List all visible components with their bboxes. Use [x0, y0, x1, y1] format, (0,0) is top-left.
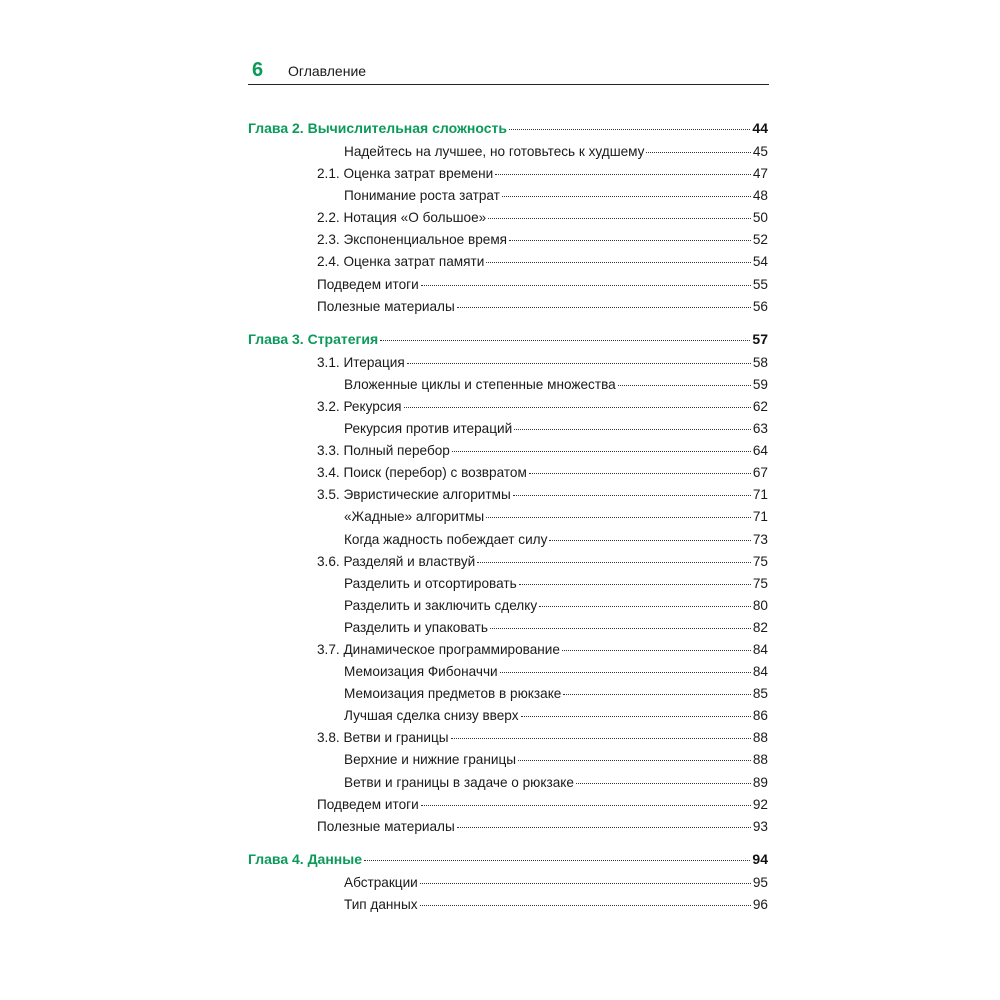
- toc-entry-page: 85: [752, 686, 768, 702]
- toc-entry: [248, 207, 768, 229]
- dot-leader: [488, 218, 751, 219]
- toc-entry: [248, 872, 768, 894]
- toc-entry-title: Разделить и упаковать: [344, 619, 488, 635]
- dot-leader: [486, 262, 751, 263]
- table-of-contents: [248, 115, 768, 916]
- toc-entry-page: 84: [752, 641, 768, 657]
- toc-entry-page: 67: [752, 465, 768, 481]
- toc-entry-page: 96: [752, 896, 768, 912]
- toc-entry-title: 3.6. Разделяй и властвуй: [317, 553, 476, 569]
- toc-entry-title: 3.5. Эвристические алгоритмы: [317, 487, 511, 503]
- toc-entry: [248, 894, 768, 916]
- toc-entry-title: Глава 4. Данные: [248, 850, 362, 867]
- toc-entry-page: 71: [752, 487, 768, 503]
- dot-leader: [502, 196, 751, 197]
- toc-chapter-entry: [248, 846, 768, 872]
- toc-entry: [248, 749, 768, 771]
- dot-leader: [539, 606, 751, 607]
- toc-entry: [248, 484, 768, 506]
- toc-entry-title: Глава 2. Вычислительная сложность: [248, 120, 507, 136]
- toc-entry-page: 82: [752, 619, 768, 635]
- toc-entry: [248, 816, 768, 838]
- toc-entry-page: 52: [752, 232, 768, 248]
- toc-entry-page: 64: [752, 443, 768, 459]
- toc-entry: [248, 462, 768, 484]
- toc-entry-title: Понимание роста затрат: [344, 188, 500, 204]
- toc-entry: [248, 185, 768, 207]
- toc-entry-page: 86: [752, 708, 768, 724]
- toc-entry-page: 84: [752, 664, 768, 680]
- toc-entry-page: 62: [752, 398, 768, 414]
- toc-entry-page: 44: [752, 120, 768, 136]
- toc-entry-title: Мемоизация Фибоначчи: [344, 664, 498, 680]
- dot-leader: [421, 285, 751, 286]
- toc-chapter-entry: [248, 326, 768, 352]
- toc-entry-page: 92: [752, 796, 768, 812]
- dot-leader: [421, 805, 751, 806]
- toc-entry-title: Полезные материалы: [317, 298, 455, 314]
- toc-entry-title: Ветви и границы в задаче о рюкзаке: [344, 774, 574, 790]
- toc-entry-title: 3.1. Итерация: [317, 354, 405, 370]
- dot-leader: [646, 152, 750, 153]
- toc-entry-page: 95: [752, 874, 768, 890]
- toc-entry-title: 2.2. Нотация «О большое»: [317, 210, 487, 226]
- dot-leader: [404, 407, 751, 408]
- dot-leader: [457, 827, 751, 828]
- toc-entry-page: 63: [752, 421, 768, 437]
- toc-entry-page: 59: [752, 376, 768, 392]
- toc-entry-page: 73: [752, 531, 768, 547]
- dot-leader: [618, 385, 751, 386]
- dot-leader: [495, 174, 751, 175]
- toc-entry-title: Абстракции: [344, 874, 418, 890]
- dot-leader: [486, 517, 751, 518]
- toc-entry-page: 50: [752, 210, 768, 226]
- toc-entry-page: 80: [752, 597, 768, 613]
- toc-entry: [248, 551, 768, 573]
- toc-entry-page: 45: [752, 144, 768, 159]
- toc-entry-title: Разделить и отсортировать: [344, 575, 517, 591]
- dot-leader: [521, 716, 751, 717]
- toc-entry: [248, 595, 768, 617]
- dot-leader: [518, 760, 751, 761]
- toc-entry-title: 3.3. Полный перебор: [317, 443, 450, 459]
- toc-entry-page: 89: [752, 774, 768, 790]
- toc-entry-title: Лучшая сделка снизу вверх: [344, 708, 519, 724]
- dot-leader: [407, 363, 751, 364]
- dot-leader: [490, 628, 751, 629]
- toc-entry: [248, 418, 768, 440]
- dot-leader: [563, 694, 751, 695]
- toc-entry-title: 3.2. Рекурсия: [317, 398, 402, 414]
- toc-entry-page: 57: [752, 330, 768, 347]
- toc-entry: [248, 529, 768, 551]
- toc-entry-page: 48: [752, 188, 768, 204]
- dot-leader: [509, 240, 751, 241]
- dot-leader: [513, 495, 751, 496]
- dot-leader: [500, 672, 751, 673]
- toc-entry: [248, 296, 768, 318]
- dot-leader: [519, 584, 751, 585]
- toc-entry: [248, 639, 768, 661]
- dot-leader: [576, 783, 751, 784]
- toc-entry-title: Рекурсия против итераций: [344, 421, 513, 437]
- toc-entry-title: «Жадные» алгоритмы: [344, 509, 485, 525]
- toc-entry-title: Верхние и нижние границы: [344, 752, 517, 768]
- toc-entry-title: Глава 3. Стратегия: [248, 330, 379, 347]
- toc-entry-page: 47: [752, 166, 768, 182]
- toc-entry-title: Вложенные циклы и степенные множества: [344, 376, 616, 392]
- toc-entry: [248, 274, 768, 296]
- toc-entry-page: 88: [752, 752, 768, 768]
- toc-entry-page: 71: [752, 509, 768, 525]
- toc-entry-title: Подведем итоги: [317, 276, 419, 292]
- toc-entry: [248, 141, 768, 163]
- dot-leader: [562, 650, 751, 651]
- toc-entry: [248, 352, 768, 374]
- page-number: 6: [252, 59, 264, 81]
- toc-entry: [248, 229, 768, 251]
- toc-entry-page: 54: [752, 254, 768, 270]
- dot-leader: [380, 340, 750, 341]
- toc-entry: [248, 374, 768, 396]
- toc-entry-title: 2.4. Оценка затрат памяти: [317, 254, 485, 270]
- dot-leader: [420, 905, 751, 906]
- dot-leader: [549, 540, 750, 541]
- toc-entry: [248, 683, 768, 705]
- dot-leader: [457, 307, 751, 308]
- toc-entry-page: 55: [752, 276, 768, 292]
- toc-entry-title: 3.4. Поиск (перебор) с возвратом: [317, 465, 527, 481]
- dot-leader: [529, 473, 751, 474]
- dot-leader: [420, 883, 751, 884]
- toc-entry-title: Мемоизация предметов в рюкзаке: [344, 686, 562, 702]
- toc-entry-page: 58: [752, 354, 768, 370]
- toc-entry-title: 2.1. Оценка затрат времени: [317, 166, 494, 182]
- running-title: Оглавление: [288, 63, 367, 79]
- dot-leader: [451, 738, 751, 739]
- page-header: [248, 58, 769, 85]
- toc-entry-title: Надейтесь на лучшее, но готовьтесь к худшему: [344, 144, 645, 159]
- toc-entry-title: Когда жадность побеждает силу: [344, 531, 548, 547]
- toc-entry-page: 75: [752, 553, 768, 569]
- toc-entry-title: Подведем итоги: [317, 796, 419, 812]
- toc-entry: [248, 251, 768, 273]
- toc-entry: [248, 396, 768, 418]
- toc-entry: [248, 772, 768, 794]
- dot-leader: [509, 129, 750, 130]
- dot-leader: [514, 429, 751, 430]
- toc-entry-title: Тип данных: [344, 896, 418, 912]
- toc-entry: [248, 506, 768, 528]
- toc-entry: [248, 705, 768, 727]
- toc-entry-page: 56: [752, 298, 768, 314]
- toc-entry: [248, 661, 768, 683]
- toc-entry: [248, 727, 768, 749]
- toc-entry: [248, 617, 768, 639]
- toc-entry: [248, 573, 768, 595]
- toc-entry-title: 3.8. Ветви и границы: [317, 730, 449, 746]
- toc-entry: [248, 794, 768, 816]
- toc-entry-page: 94: [752, 850, 768, 867]
- toc-entry-title: Полезные материалы: [317, 818, 455, 834]
- toc-entry-title: 3.7. Динамическое программирование: [317, 641, 560, 657]
- dot-leader: [477, 562, 751, 563]
- toc-entry-page: 75: [752, 575, 768, 591]
- toc-chapter-entry: [248, 115, 768, 141]
- toc-entry-title: Разделить и заключить сделку: [344, 597, 538, 613]
- toc-entry-title: 2.3. Экспоненциальное время: [317, 232, 508, 248]
- toc-entry: [248, 163, 768, 185]
- toc-entry: [248, 440, 768, 462]
- toc-entry-page: 88: [752, 730, 768, 746]
- dot-leader: [364, 860, 750, 861]
- dot-leader: [452, 451, 751, 452]
- toc-entry-page: 93: [752, 818, 768, 834]
